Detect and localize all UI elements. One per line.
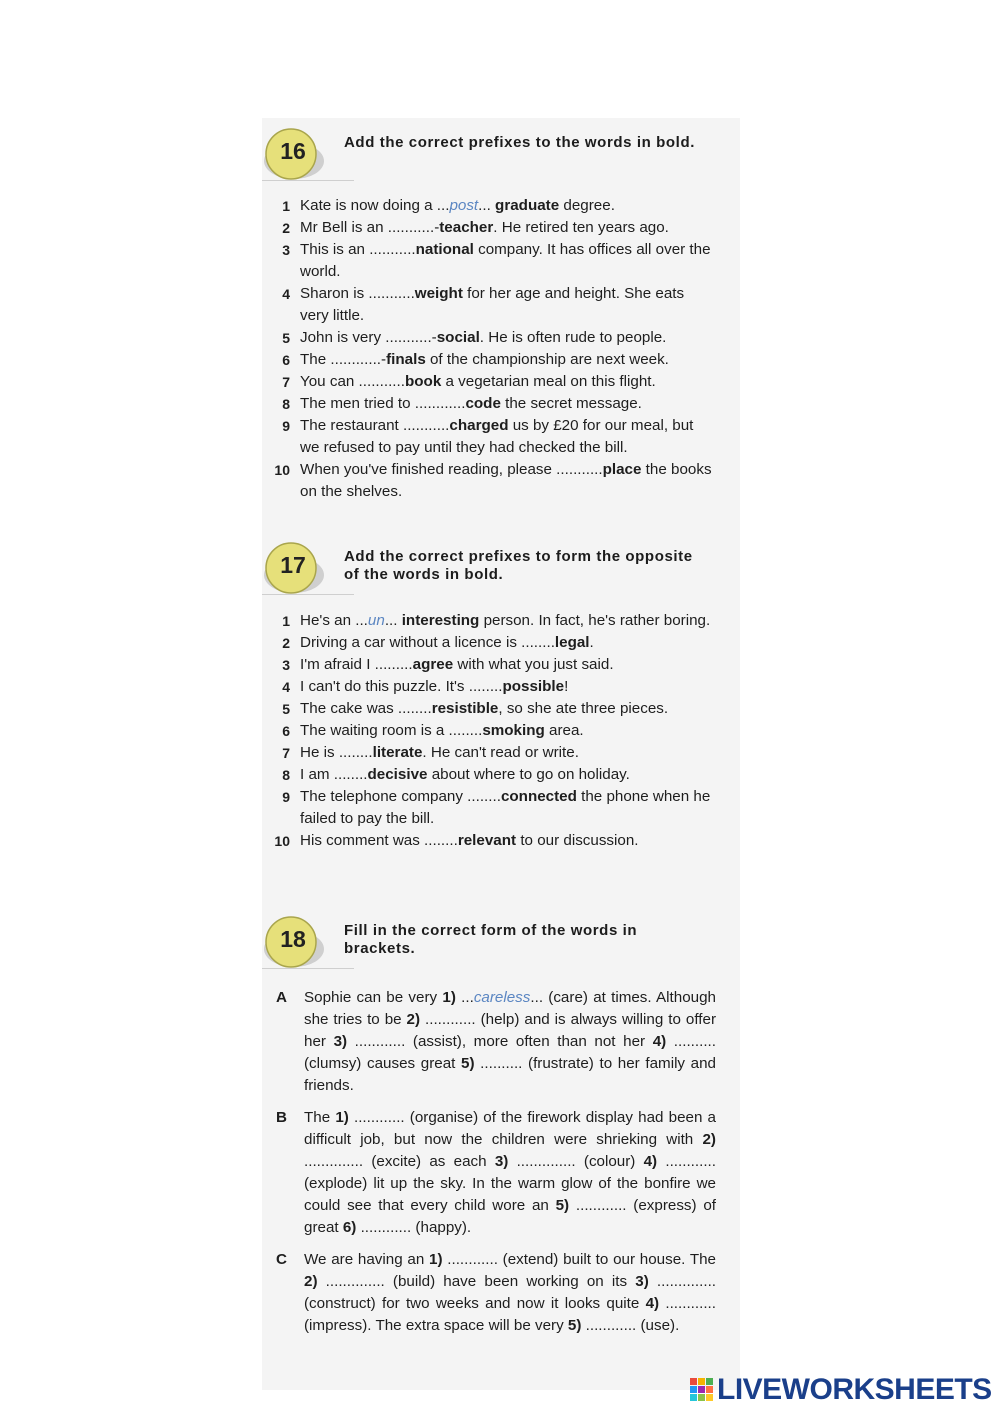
bold-word: charged xyxy=(449,417,509,434)
exercise-items xyxy=(262,195,740,503)
bold-word: code xyxy=(465,395,501,412)
exercise-paragraphs xyxy=(262,987,740,1337)
gap-number: 1) xyxy=(442,989,456,1006)
paragraph-letter: C xyxy=(276,1251,287,1268)
text-segment: ............ (help) and is always willing to offer her xyxy=(304,1011,716,1050)
text-segment: Sophie can be very xyxy=(304,989,443,1006)
text-segment: .............. (build) have been working on its xyxy=(317,1273,636,1290)
exercise-16 xyxy=(262,120,740,503)
text-segment: with what you just said. xyxy=(453,656,614,673)
text-segment: ............ (impress). The extra space will be very xyxy=(304,1295,716,1334)
bold-word: relevant xyxy=(457,832,517,849)
bold-word: national xyxy=(415,241,474,258)
text-segment: You can ........... xyxy=(300,373,405,390)
exercise-item xyxy=(262,327,740,349)
text-segment: for her age and height. She eats very little. xyxy=(300,285,685,324)
text-segment: This is an ........... xyxy=(300,241,416,258)
text-segment: area. xyxy=(544,722,584,739)
exercise-header xyxy=(262,908,740,972)
text-segment: We are having an xyxy=(304,1251,430,1268)
bold-word: possible xyxy=(502,678,565,695)
bold-word: finals xyxy=(386,351,426,368)
text-segment: The cake was ........ xyxy=(300,700,432,717)
text-segment: ............ (organise) of the firework display had been a difficult job, but now the children were shrieking with xyxy=(304,1109,717,1148)
text-segment: ... xyxy=(384,612,402,629)
divider xyxy=(262,968,354,969)
gap-number: 4) xyxy=(652,1033,667,1050)
exercise-18 xyxy=(262,908,740,1347)
gap-number: 2) xyxy=(406,1011,421,1028)
item-number: 4 xyxy=(282,679,290,695)
text-segment: to our discussion. xyxy=(516,832,639,849)
exercise-instruction: Add the correct prefixes to form the opposite of the words in bold. xyxy=(344,548,693,583)
exercise-item xyxy=(262,217,740,239)
paragraph-letter: A xyxy=(276,989,287,1006)
text-segment: ............ (use). xyxy=(581,1317,680,1334)
text-segment: ... (care) at times. Although she tries to be xyxy=(304,989,716,1028)
exercise-item xyxy=(262,830,740,852)
item-number: 9 xyxy=(282,418,290,434)
bold-word: legal xyxy=(554,634,590,651)
item-number: 2 xyxy=(282,635,290,651)
text-segment: about where to go on holiday. xyxy=(427,766,630,783)
exercise-item xyxy=(262,195,740,217)
gap-number: 6) xyxy=(342,1219,357,1236)
exercise-header xyxy=(262,534,740,598)
gap-number: 5) xyxy=(555,1197,570,1214)
gap-number: 2) xyxy=(702,1131,716,1148)
exercise-item xyxy=(262,676,740,698)
bold-word: graduate xyxy=(495,197,560,214)
bold-word: social xyxy=(436,329,480,346)
exercise-item xyxy=(262,610,740,632)
text-segment: He is ........ xyxy=(300,744,373,761)
text-segment: of the championship are next week. xyxy=(425,351,669,368)
text-paragraph xyxy=(262,1107,740,1239)
bold-word: interesting xyxy=(401,612,480,629)
text-segment: .............. (excite) as each xyxy=(304,1153,495,1170)
text-segment: John is very ...........- xyxy=(300,329,437,346)
exercise-item xyxy=(262,632,740,654)
brand-name: LIVEWORKSHEETS xyxy=(717,1373,992,1406)
text-segment: The xyxy=(304,1109,336,1126)
text-segment: degree. xyxy=(559,197,615,214)
gap-number: 4) xyxy=(643,1153,658,1170)
exercise-instruction: Add the correct prefixes to the words in bold. xyxy=(344,134,695,151)
text-segment: us by £20 for our meal, but we refused to pay until they had checked the bill. xyxy=(300,417,694,456)
exercise-instruction: Fill in the correct form of the words in brackets. xyxy=(344,922,638,957)
text-segment: The restaurant ........... xyxy=(300,417,450,434)
text-segment: .......... (frustrate) to her family and friends. xyxy=(304,1055,717,1094)
exercise-number: 18 xyxy=(280,926,306,952)
text-segment: He's an ... xyxy=(300,612,368,629)
text-segment: a vegetarian meal on this flight. xyxy=(441,373,656,390)
text-paragraph xyxy=(262,1249,740,1337)
text-segment: ! xyxy=(564,678,569,695)
exercise-17 xyxy=(262,534,740,852)
item-number: 3 xyxy=(282,657,290,673)
gap-number: 3) xyxy=(333,1033,348,1050)
exercise-number: 17 xyxy=(280,552,306,578)
exercise-item xyxy=(262,349,740,371)
bold-word: agree xyxy=(412,656,454,673)
text-segment: ... xyxy=(478,197,496,214)
item-number: 9 xyxy=(282,789,290,805)
text-segment: . He retired ten years ago. xyxy=(493,219,669,236)
bold-word: book xyxy=(404,373,442,390)
exercise-item xyxy=(262,764,740,786)
text-segment: Kate is now doing a ... xyxy=(300,197,450,214)
text-segment: I am ........ xyxy=(300,766,368,783)
exercise-item xyxy=(262,371,740,393)
exercise-item xyxy=(262,415,740,459)
text-segment: ............ (explode) lit up the sky. In the warm glow of the bonfire we could see that every child wore an xyxy=(304,1153,717,1214)
item-number: 7 xyxy=(282,745,290,761)
example-answer: un xyxy=(367,612,385,629)
exercise-item xyxy=(262,742,740,764)
text-segment: the phone when he failed to pay the bill. xyxy=(300,788,711,827)
text-segment: ............ (happy). xyxy=(356,1219,472,1236)
text-segment: I can't do this puzzle. It's ........ xyxy=(300,678,503,695)
gap-number: 1) xyxy=(429,1251,443,1268)
text-segment: . He is often rude to people. xyxy=(479,329,667,346)
item-number: 1 xyxy=(282,613,290,629)
bold-word: decisive xyxy=(367,766,428,783)
divider xyxy=(262,594,354,595)
item-number: 10 xyxy=(274,462,290,478)
text-segment: . xyxy=(589,634,594,651)
text-segment: Driving a car without a licence is ........ xyxy=(300,634,555,651)
bold-word: resistible xyxy=(431,700,499,717)
exercise-item xyxy=(262,239,740,283)
text-segment: .......... (clumsy) causes great xyxy=(304,1033,716,1072)
paragraph-letter: B xyxy=(276,1109,287,1126)
item-number: 5 xyxy=(282,701,290,717)
exercise-number-badge xyxy=(264,912,318,966)
text-segment: .............. (construct) for two weeks and now it looks quite xyxy=(304,1273,717,1312)
exercise-item xyxy=(262,459,740,503)
bold-word: place xyxy=(602,461,642,478)
item-number: 10 xyxy=(274,833,290,849)
item-number: 3 xyxy=(282,242,290,258)
exercise-item xyxy=(262,698,740,720)
gap-number: 1) xyxy=(335,1109,349,1126)
exercise-item xyxy=(262,720,740,742)
exercise-number-badge xyxy=(264,538,318,592)
text-segment: . He can't read or write. xyxy=(422,744,579,761)
text-segment: ............ (express) of great xyxy=(304,1197,716,1236)
item-number: 8 xyxy=(282,767,290,783)
text-segment: ............ (assist), more often than not her xyxy=(347,1033,653,1050)
text-segment: When you've finished reading, please ........... xyxy=(300,461,603,478)
text-segment: the secret message. xyxy=(500,395,642,412)
item-number: 5 xyxy=(282,330,290,346)
bold-word: connected xyxy=(500,788,577,805)
text-segment: person. In fact, he's rather boring. xyxy=(479,612,711,629)
text-segment: ... xyxy=(455,989,474,1006)
text-segment: Mr Bell is an ...........- xyxy=(300,219,440,236)
item-number: 8 xyxy=(282,396,290,412)
divider xyxy=(262,180,354,181)
exercise-item xyxy=(262,786,740,830)
bold-word: teacher xyxy=(439,219,494,236)
exercise-item xyxy=(262,654,740,676)
exercise-number: 16 xyxy=(280,138,306,164)
gap-number: 5) xyxy=(567,1317,582,1334)
gap-number: 3) xyxy=(635,1273,649,1290)
gap-number: 3) xyxy=(494,1153,509,1170)
bold-word: smoking xyxy=(482,722,545,739)
text-segment: The waiting room is a ........ xyxy=(300,722,483,739)
bold-word: weight xyxy=(414,285,463,302)
gap-number: 2) xyxy=(304,1273,318,1290)
text-segment: Sharon is ........... xyxy=(300,285,415,302)
text-segment: The telephone company ........ xyxy=(300,788,501,805)
example-answer: careless xyxy=(473,989,531,1006)
text-segment: the books on the shelves. xyxy=(300,461,712,500)
text-segment: I'm afraid I ......... xyxy=(300,656,413,673)
text-segment: His comment was ........ xyxy=(300,832,458,849)
exercise-header xyxy=(262,120,740,184)
item-number: 4 xyxy=(282,286,290,302)
text-segment: ............ (extend) built to our house. The xyxy=(442,1251,716,1268)
gap-number: 5) xyxy=(461,1055,475,1072)
exercise-item xyxy=(262,283,740,327)
text-segment: .............. (colour) xyxy=(508,1153,644,1170)
gap-number: 4) xyxy=(645,1295,660,1312)
item-number: 6 xyxy=(282,723,290,739)
item-number: 2 xyxy=(282,220,290,236)
exercise-item xyxy=(262,393,740,415)
text-segment: The ............- xyxy=(300,351,387,368)
example-answer: post xyxy=(449,197,479,214)
text-segment: The men tried to ............ xyxy=(300,395,466,412)
bold-word: literate xyxy=(372,744,423,761)
item-number: 7 xyxy=(282,374,290,390)
text-segment: company. It has offices all over the world. xyxy=(300,241,711,280)
exercise-items xyxy=(262,610,740,852)
text-paragraph xyxy=(262,987,740,1097)
text-segment: , so she ate three pieces. xyxy=(498,700,669,717)
liveworksheets-logo-icon xyxy=(690,1378,714,1402)
exercise-number-badge xyxy=(264,124,318,178)
item-number: 6 xyxy=(282,352,290,368)
item-number: 1 xyxy=(282,198,290,214)
